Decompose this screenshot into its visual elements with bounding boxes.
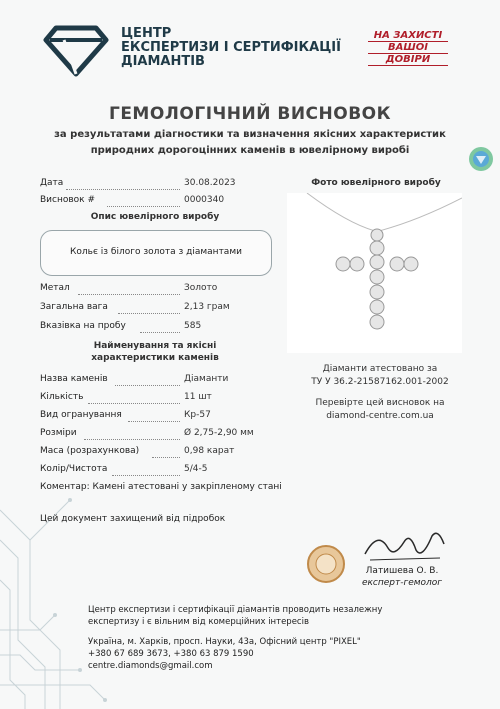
cut-label: Вид огранування	[40, 410, 122, 420]
mass-value: 0,98 карат	[184, 446, 235, 456]
signatory	[344, 565, 460, 589]
footer-email[interactable]: centre.diamonds@gmail.com	[88, 661, 213, 671]
certified-line2: ТУ У 36.2-21587162.001-2002	[311, 377, 449, 387]
comment-label: Коментар:	[40, 482, 90, 492]
signature-icon	[360, 522, 450, 567]
weight-label: Загальна вага	[40, 302, 108, 312]
diamond-logo-icon	[36, 22, 116, 80]
footer-line2: експертизу і є вільним від комерційних інтересів	[88, 617, 309, 627]
size-label: Розміри	[40, 428, 77, 438]
stones-section-heading	[40, 340, 270, 364]
footer-line1: Центр експертизи і сертифікації діамантів проводить незалежну	[88, 605, 383, 615]
trust-badge	[368, 30, 448, 66]
number-label: Висновок #	[40, 195, 96, 205]
size-value: Ø 2,75-2,90 мм	[184, 428, 254, 438]
date-label: Дата	[40, 178, 64, 188]
org-line1: ЦЕНТР	[121, 26, 172, 41]
quantity-label: Кількість	[40, 392, 84, 402]
badge-line1: НА ЗАХИСТІ	[368, 30, 448, 42]
stone-name-value: Діаманти	[184, 374, 229, 384]
photo-caption: Фото ювелірного виробу	[311, 178, 441, 188]
jewelry-photo	[287, 193, 462, 353]
footer-contacts	[88, 636, 448, 672]
cross-pendant-image	[287, 193, 462, 353]
weight-value: 2,13 грам	[184, 302, 230, 312]
subtitle-line1: за результатами діагностики та визначення якісних характеристик	[54, 129, 446, 140]
date-value: 30.08.2023	[184, 178, 236, 188]
stones-heading-line2: характеристики каменів	[91, 353, 219, 363]
verify-line1: Перевірте цей висновок на	[315, 398, 445, 408]
footer-address: Україна, м. Харків, просп. Науки, 43а, Офісний центр "PIXEL"	[88, 637, 361, 647]
protected-note: Цей документ захищений від підробок	[40, 514, 226, 524]
badge-line3: ДОВІРИ	[368, 54, 448, 66]
badge-line2: ВАШОЇ	[368, 42, 448, 54]
certified-by	[290, 363, 470, 389]
number-value: 0000340	[184, 195, 225, 205]
item-description: Кольє із білого золота з діамантами	[70, 247, 242, 257]
subtitle-line2: природних дорогоцінних каменів в ювелірному виробі	[90, 145, 410, 156]
hallmark-value: 585	[184, 321, 202, 331]
hologram-sticker-icon	[468, 146, 494, 172]
item-description-box	[40, 230, 272, 276]
comment-row	[40, 482, 282, 492]
quantity-value: 11 шт	[184, 392, 212, 402]
document-title: ГЕМОЛОГІЧНИЙ ВИСНОВОК	[108, 104, 392, 124]
metal-value: Золото	[184, 283, 218, 293]
footer-phones: +380 67 689 3673, +380 63 879 1590	[88, 649, 254, 659]
stones-heading-line1: Найменування та якісні	[93, 341, 217, 351]
item-section-heading: Опис ювелірного виробу	[90, 212, 220, 222]
metal-label: Метал	[40, 283, 70, 293]
mass-label: Маса (розрахункова)	[40, 446, 140, 456]
color-clarity-value: 5/4-5	[184, 464, 208, 474]
org-name	[121, 27, 341, 69]
org-line3: ДІАМАНТІВ	[121, 54, 205, 69]
comment-value: Камені атестовані у закріпленому стані	[92, 482, 282, 492]
document-subtitle	[0, 127, 500, 159]
seal-stamp-icon	[306, 544, 346, 584]
certified-line1: Діаманти атестовано за	[322, 364, 438, 374]
signatory-name: Латишева О. В.	[365, 566, 439, 576]
hallmark-label: Вказівка на пробу	[40, 321, 126, 331]
stone-name-label: Назва каменів	[40, 374, 108, 384]
color-clarity-label: Колір/Чистота	[40, 464, 108, 474]
org-line2: ЕКСПЕРТИЗИ І СЕРТИФІКАЦІЇ	[121, 40, 341, 55]
verify-block	[290, 397, 470, 423]
signatory-role: експерт-гемолог	[361, 578, 443, 588]
footer-statement	[88, 604, 448, 628]
verify-link[interactable]: diamond-centre.com.ua	[326, 411, 434, 421]
cut-value: Кр-57	[184, 410, 211, 420]
